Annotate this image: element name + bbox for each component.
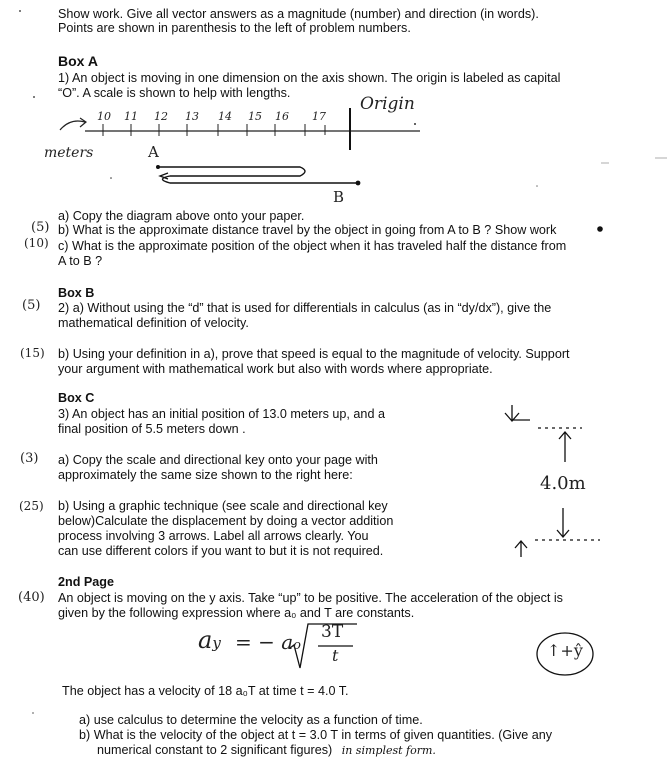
box-c-qa-points: (3) — [20, 451, 39, 466]
box-b-q2a-line-1: 2) a) Without using the “d” that is used for differentials in calculus (as in “dy/dx”), give the — [58, 301, 552, 315]
box-b-q2a-points: (5) — [22, 298, 41, 313]
box-a-qb: b) What is the approximate distance travel by the object in going from A to B ? Show work — [58, 223, 557, 237]
tick-label-16: 16 — [275, 110, 289, 123]
box-c-qb-points: (25) — [19, 499, 44, 513]
box-b-q2b-points: (15) — [20, 346, 45, 360]
box-c-qb-line-3: process involving 3 arrows. Label all arrows clearly. You — [58, 529, 369, 543]
box-a-qb-points: (5) — [31, 220, 50, 235]
point-b-dot — [356, 181, 361, 186]
axis-ticks — [103, 124, 325, 136]
velocity-line: The object has a velocity of 18 a₀T at time t = 4.0 T. — [62, 684, 349, 698]
tick-label-12: 12 — [154, 110, 168, 123]
box-a-qc-line-1: c) What is the approximate position of the object when it has traveled half the distance from — [58, 239, 567, 253]
box-b-title: Box B — [58, 286, 95, 300]
formula-y-sub: y — [212, 634, 221, 652]
formula-lhs — [198, 626, 221, 654]
box-c-qb-line-1: b) Using a graphic technique (see scale and directional key — [58, 499, 388, 513]
box-c-qb-line-2: below)Calculate the displacement by doing a vector addition — [58, 514, 394, 528]
page-2-title — [58, 575, 114, 590]
box-c-qb-line-4: can use different colors if you want to but it is not required. — [58, 544, 384, 558]
box-a-qc-points: (10) — [24, 236, 49, 250]
box-b-q2a-line-2: mathematical definition of velocity. — [58, 316, 249, 330]
box-a-qc-line-2: A to B ? — [58, 254, 103, 268]
tick-label-14: 14 — [218, 110, 232, 123]
box-c-title: Box C — [58, 391, 95, 405]
box-b-q2b-line-1: b) Using your definition in a), prove that speed is equal to the magnitude of velocity. Support — [58, 347, 570, 361]
formula-equals-minus-a: = − a — [235, 630, 294, 654]
tick-label-15: 15 — [248, 110, 262, 123]
header-line-2: Points are shown in parenthesis to the left of problem numbers. — [58, 21, 411, 35]
meters-label: meters — [44, 145, 94, 161]
page-2-qb-line-2-text: numerical constant to 2 significant figures) — [97, 743, 333, 757]
box-c-qa-line-2: approximately the same size shown to the right here: — [58, 468, 353, 482]
tick-label-13: 13 — [185, 110, 199, 123]
page-2-qb-line-1: b) What is the velocity of the object at t = 3.0 T in terms of given quantities. (Give any — [79, 728, 553, 742]
tick-label-10: 10 — [97, 110, 111, 123]
tick-label-17: 17 — [312, 110, 326, 123]
box-a-q1-line-1: 1) An object is moving in one dimension on the axis shown. The origin is labeled as capital — [58, 71, 561, 85]
point-a-dot — [156, 165, 160, 169]
page-2-line-2: given by the following expression where a₀ and T are constants. — [58, 606, 415, 620]
box-a-q1-line-2: “O”. A scale is shown to help with lengths. — [58, 86, 291, 100]
origin-label: Origin — [360, 94, 415, 114]
up-key-label: ↑+ŷ — [547, 641, 583, 660]
motion-path — [158, 167, 358, 183]
scale-label: 4.0m — [540, 473, 586, 494]
point-b-label: B — [333, 188, 345, 206]
box-a-title: Box A — [58, 53, 98, 69]
box-b-q2b-line-2: your argument with mathematical work but also with words where appropriate. — [58, 362, 493, 376]
formula-numerator: 3T — [321, 622, 344, 642]
page-2-qb-line-2 — [97, 743, 436, 758]
point-a-label: A — [148, 143, 159, 161]
box-c-q3-line-1: 3) An object has an initial position of 13.0 meters up, and a — [58, 407, 385, 421]
box-a-qa: a) Copy the diagram above onto your paper. — [58, 209, 305, 223]
header-line-1: Show work. Give all vector answers as a magnitude (number) and direction (in words). — [58, 7, 539, 21]
page-2-points: (40) — [18, 590, 45, 605]
formula-denominator: t — [332, 646, 339, 665]
formula-a: a — [198, 626, 213, 654]
formula-rhs — [235, 630, 301, 654]
page-2-qa: a) use calculus to determine the velocity as a function of time. — [79, 713, 423, 727]
formula-o-sub: o — [293, 638, 301, 653]
page-2-title-text: 2nd Page — [58, 575, 114, 589]
page-2-line-1: An object is moving on the y axis. Take “up” to be positive. The acceleration of the object is — [58, 591, 563, 605]
page-2-qb-handwritten: in simplest form. — [341, 744, 436, 757]
box-c-qa-line-1: a) Copy the scale and directional key onto your page with — [58, 453, 378, 467]
box-c-q3-line-2: final position of 5.5 meters down . — [58, 422, 246, 436]
tick-label-11: 11 — [124, 110, 138, 123]
